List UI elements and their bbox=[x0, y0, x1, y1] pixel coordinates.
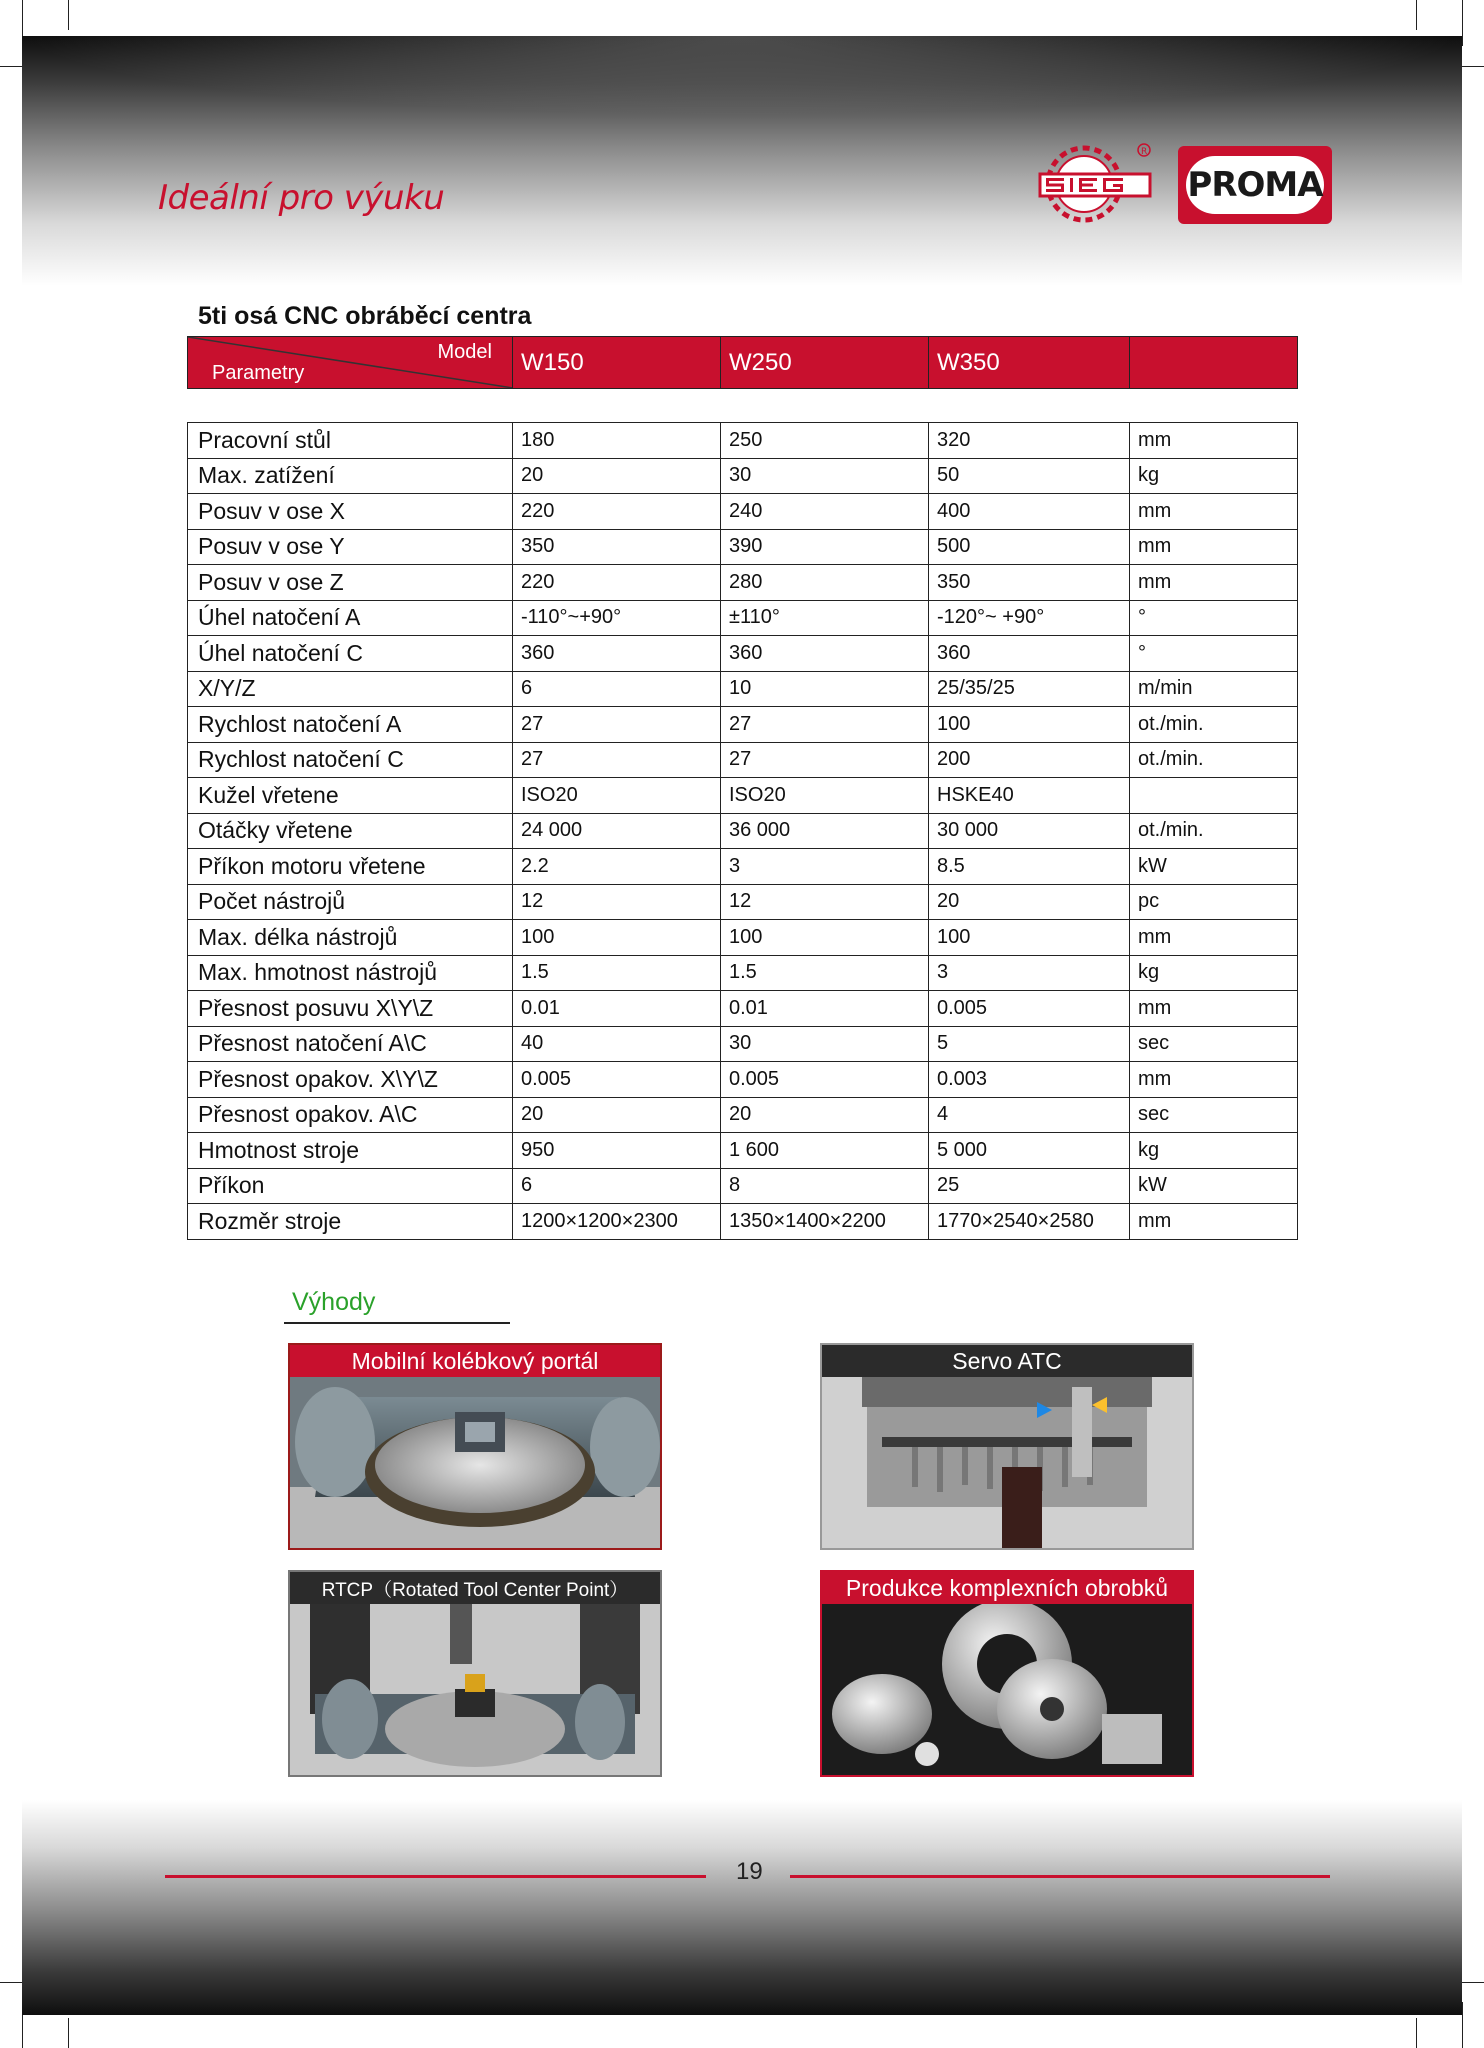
proma-logo-text: PROMA bbox=[1186, 156, 1324, 214]
page-title: Ideální pro výuku bbox=[158, 178, 445, 218]
table-row bbox=[188, 1133, 1298, 1169]
value-w350-cell: 350 bbox=[929, 565, 1130, 601]
table-row bbox=[188, 494, 1298, 530]
table-row bbox=[188, 1062, 1298, 1098]
table-row bbox=[188, 884, 1298, 920]
param-name-cell: Počet nástrojů bbox=[188, 884, 513, 920]
value-w250-cell: 1.5 bbox=[721, 955, 929, 991]
value-w350-cell: 4 bbox=[929, 1097, 1130, 1133]
param-name-cell: Přesnost opakov. A\C bbox=[188, 1097, 513, 1133]
unit-cell: mm bbox=[1130, 565, 1298, 601]
value-w250-cell: 1350×1400×2200 bbox=[721, 1204, 929, 1240]
value-w350-cell: 25/35/25 bbox=[929, 671, 1130, 707]
page-number: 19 bbox=[736, 1858, 763, 1885]
table-row bbox=[188, 565, 1298, 601]
value-w250-cell: 1 600 bbox=[721, 1133, 929, 1169]
table-row bbox=[188, 529, 1298, 565]
param-name-cell: Posuv v ose X bbox=[188, 494, 513, 530]
unit-cell: kW bbox=[1130, 1168, 1298, 1204]
value-w250-cell: 360 bbox=[721, 636, 929, 672]
unit-cell: ot./min. bbox=[1130, 813, 1298, 849]
value-w250-cell: 280 bbox=[721, 565, 929, 601]
value-w150-cell: 220 bbox=[513, 494, 721, 530]
param-name-cell: Max. délka nástrojů bbox=[188, 920, 513, 956]
value-w350-cell: 0.003 bbox=[929, 1062, 1130, 1098]
unit-cell: m/min bbox=[1130, 671, 1298, 707]
value-w250-cell: 30 bbox=[721, 458, 929, 494]
value-w250-cell: 30 bbox=[721, 1026, 929, 1062]
value-w150-cell: 40 bbox=[513, 1026, 721, 1062]
card-caption: Servo ATC bbox=[822, 1345, 1192, 1377]
value-w150-cell: 20 bbox=[513, 1097, 721, 1133]
value-w150-cell: 180 bbox=[513, 423, 721, 459]
value-w250-cell: 27 bbox=[721, 742, 929, 778]
value-w350-cell: 100 bbox=[929, 920, 1130, 956]
advantages-underline bbox=[284, 1322, 510, 1324]
table-row bbox=[188, 458, 1298, 494]
sieg-logo bbox=[1036, 138, 1156, 228]
crop-mark bbox=[1462, 2002, 1463, 2048]
value-w350-cell: HSKE40 bbox=[929, 778, 1130, 814]
table-row bbox=[188, 671, 1298, 707]
value-w150-cell: 950 bbox=[513, 1133, 721, 1169]
crop-mark bbox=[68, 0, 69, 30]
proma-logo bbox=[1178, 146, 1332, 224]
value-w150-cell: 0.005 bbox=[513, 1062, 721, 1098]
value-w250-cell: 36 000 bbox=[721, 813, 929, 849]
table-row bbox=[188, 778, 1298, 814]
value-w350-cell: 50 bbox=[929, 458, 1130, 494]
value-w150-cell: 1200×1200×2300 bbox=[513, 1204, 721, 1240]
card-caption: Mobilní kolébkový portál bbox=[290, 1345, 660, 1377]
unit-cell: ot./min. bbox=[1130, 707, 1298, 743]
param-name-cell: Rychlost natočení C bbox=[188, 742, 513, 778]
table-row bbox=[188, 849, 1298, 885]
param-name-cell: Pracovní stůl bbox=[188, 423, 513, 459]
value-w350-cell: -120°~ +90° bbox=[929, 600, 1130, 636]
table-row bbox=[188, 636, 1298, 672]
table-row bbox=[188, 600, 1298, 636]
crop-mark bbox=[1416, 2018, 1417, 2048]
param-name-cell: Max. hmotnost nástrojů bbox=[188, 955, 513, 991]
table-row bbox=[188, 955, 1298, 991]
param-name-cell: Max. zatížení bbox=[188, 458, 513, 494]
value-w350-cell: 5 000 bbox=[929, 1133, 1130, 1169]
table-row bbox=[188, 813, 1298, 849]
value-w250-cell: 3 bbox=[721, 849, 929, 885]
table-header-row bbox=[188, 337, 1298, 389]
unit-cell: mm bbox=[1130, 529, 1298, 565]
unit-cell: ° bbox=[1130, 636, 1298, 672]
unit-cell: mm bbox=[1130, 920, 1298, 956]
unit-cell: sec bbox=[1130, 1026, 1298, 1062]
value-w250-cell: 100 bbox=[721, 920, 929, 956]
value-w350-cell: 400 bbox=[929, 494, 1130, 530]
value-w250-cell: ±110° bbox=[721, 600, 929, 636]
unit-cell: pc bbox=[1130, 884, 1298, 920]
crop-mark bbox=[68, 2018, 69, 2048]
footer-rule-left bbox=[165, 1875, 706, 1878]
value-w150-cell: 1.5 bbox=[513, 955, 721, 991]
value-w350-cell: 5 bbox=[929, 1026, 1130, 1062]
unit-cell: mm bbox=[1130, 423, 1298, 459]
value-w350-cell: 500 bbox=[929, 529, 1130, 565]
card-caption: RTCP（Rotated Tool Center Point） bbox=[290, 1572, 660, 1604]
complex-parts-photo bbox=[822, 1604, 1192, 1775]
unit-cell: mm bbox=[1130, 991, 1298, 1027]
footer-rule-right bbox=[790, 1875, 1330, 1878]
unit-cell: ° bbox=[1130, 600, 1298, 636]
servo-atc-photo bbox=[822, 1377, 1192, 1548]
header-corner-cell bbox=[188, 337, 513, 389]
value-w150-cell: ISO20 bbox=[513, 778, 721, 814]
value-w350-cell: 100 bbox=[929, 707, 1130, 743]
unit-cell: sec bbox=[1130, 1097, 1298, 1133]
unit-cell: ot./min. bbox=[1130, 742, 1298, 778]
value-w150-cell: 350 bbox=[513, 529, 721, 565]
table-row bbox=[188, 1026, 1298, 1062]
value-w150-cell: 27 bbox=[513, 707, 721, 743]
value-w350-cell: 1770×2540×2580 bbox=[929, 1204, 1130, 1240]
value-w150-cell: 100 bbox=[513, 920, 721, 956]
table-row bbox=[188, 1204, 1298, 1240]
card-mobile-portal bbox=[288, 1343, 662, 1550]
value-w150-cell: 20 bbox=[513, 458, 721, 494]
value-w350-cell: 3 bbox=[929, 955, 1130, 991]
param-name-cell: X/Y/Z bbox=[188, 671, 513, 707]
model-header-w150: W150 bbox=[513, 337, 721, 389]
unit-cell: kg bbox=[1130, 955, 1298, 991]
value-w350-cell: 8.5 bbox=[929, 849, 1130, 885]
param-name-cell: Rozměr stroje bbox=[188, 1204, 513, 1240]
card-rtcp bbox=[288, 1570, 662, 1777]
value-w250-cell: 250 bbox=[721, 423, 929, 459]
value-w150-cell: -110°~+90° bbox=[513, 600, 721, 636]
model-header-w350: W350 bbox=[929, 337, 1130, 389]
value-w250-cell: 10 bbox=[721, 671, 929, 707]
value-w350-cell: 30 000 bbox=[929, 813, 1130, 849]
table-row bbox=[188, 423, 1298, 459]
unit-cell: kg bbox=[1130, 458, 1298, 494]
value-w150-cell: 24 000 bbox=[513, 813, 721, 849]
param-name-cell: Úhel natočení C bbox=[188, 636, 513, 672]
card-complex-parts bbox=[820, 1570, 1194, 1777]
value-w150-cell: 6 bbox=[513, 671, 721, 707]
param-name-cell: Posuv v ose Z bbox=[188, 565, 513, 601]
mobile-portal-photo bbox=[290, 1377, 660, 1548]
value-w350-cell: 0.005 bbox=[929, 991, 1130, 1027]
value-w150-cell: 0.01 bbox=[513, 991, 721, 1027]
unit-cell: kg bbox=[1130, 1133, 1298, 1169]
corner-model-label: Model bbox=[437, 341, 492, 363]
unit-cell: mm bbox=[1130, 1204, 1298, 1240]
value-w350-cell: 25 bbox=[929, 1168, 1130, 1204]
value-w350-cell: 360 bbox=[929, 636, 1130, 672]
section-title: 5ti osá CNC obráběcí centra bbox=[198, 302, 532, 330]
value-w250-cell: 240 bbox=[721, 494, 929, 530]
value-w350-cell: 320 bbox=[929, 423, 1130, 459]
value-w250-cell: 20 bbox=[721, 1097, 929, 1133]
table-spacer-row bbox=[188, 389, 1298, 423]
param-name-cell: Úhel natočení A bbox=[188, 600, 513, 636]
value-w150-cell: 12 bbox=[513, 884, 721, 920]
param-name-cell: Rychlost natočení A bbox=[188, 707, 513, 743]
table-row bbox=[188, 991, 1298, 1027]
value-w250-cell: 8 bbox=[721, 1168, 929, 1204]
value-w150-cell: 6 bbox=[513, 1168, 721, 1204]
value-w250-cell: 0.005 bbox=[721, 1062, 929, 1098]
param-name-cell: Přesnost posuvu X\Y\Z bbox=[188, 991, 513, 1027]
value-w150-cell: 360 bbox=[513, 636, 721, 672]
value-w350-cell: 20 bbox=[929, 884, 1130, 920]
value-w250-cell: ISO20 bbox=[721, 778, 929, 814]
table-row bbox=[188, 1168, 1298, 1204]
value-w250-cell: 27 bbox=[721, 707, 929, 743]
param-name-cell: Hmotnost stroje bbox=[188, 1133, 513, 1169]
unit-cell: mm bbox=[1130, 1062, 1298, 1098]
rtcp-photo bbox=[290, 1604, 660, 1775]
spec-table bbox=[187, 336, 1298, 1240]
unit-cell bbox=[1130, 778, 1298, 814]
value-w150-cell: 27 bbox=[513, 742, 721, 778]
param-name-cell: Přesnost opakov. X\Y\Z bbox=[188, 1062, 513, 1098]
model-header-w250: W250 bbox=[721, 337, 929, 389]
value-w250-cell: 0.01 bbox=[721, 991, 929, 1027]
value-w150-cell: 2.2 bbox=[513, 849, 721, 885]
corner-param-label: Parametry bbox=[212, 362, 305, 384]
param-name-cell: Posuv v ose Y bbox=[188, 529, 513, 565]
footer-band bbox=[22, 1800, 1462, 2015]
param-name-cell: Přesnost natočení A\C bbox=[188, 1026, 513, 1062]
value-w250-cell: 12 bbox=[721, 884, 929, 920]
crop-mark bbox=[1462, 0, 1463, 46]
param-name-cell: Kužel vřetene bbox=[188, 778, 513, 814]
unit-cell: mm bbox=[1130, 494, 1298, 530]
param-name-cell: Příkon bbox=[188, 1168, 513, 1204]
card-servo-atc bbox=[820, 1343, 1194, 1550]
table-row bbox=[188, 742, 1298, 778]
value-w350-cell: 200 bbox=[929, 742, 1130, 778]
param-name-cell: Příkon motoru vřetene bbox=[188, 849, 513, 885]
value-w150-cell: 220 bbox=[513, 565, 721, 601]
advantages-heading: Výhody bbox=[292, 1288, 376, 1316]
card-caption: Produkce komplexních obrobků bbox=[822, 1572, 1192, 1604]
param-name-cell: Otáčky vřetene bbox=[188, 813, 513, 849]
value-w250-cell: 390 bbox=[721, 529, 929, 565]
table-row bbox=[188, 920, 1298, 956]
crop-mark bbox=[1416, 0, 1417, 30]
table-row bbox=[188, 1097, 1298, 1133]
svg-text:R: R bbox=[1141, 147, 1148, 157]
table-row bbox=[188, 707, 1298, 743]
unit-cell: kW bbox=[1130, 849, 1298, 885]
spacer-cell bbox=[188, 389, 1298, 423]
unit-header bbox=[1130, 337, 1298, 389]
